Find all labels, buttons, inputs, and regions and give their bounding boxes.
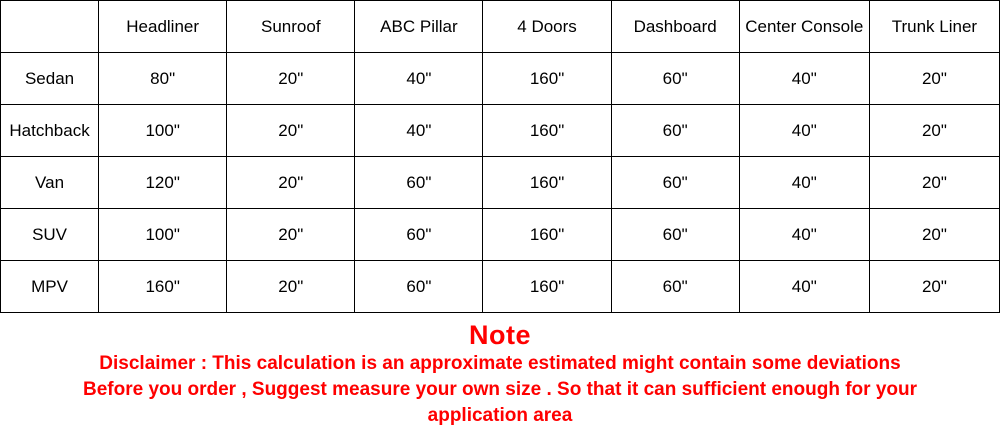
cell-mpv-trunk-liner: 20" (869, 261, 999, 313)
column-header-headliner: Headliner (99, 1, 227, 53)
cell-sedan-sunroof: 20" (227, 53, 355, 105)
table-header (1, 1, 1000, 53)
cell-mpv-4-doors: 160" (483, 261, 611, 313)
column-header-4-doors: 4 Doors (483, 1, 611, 53)
cell-hatchback-center-console: 40" (739, 105, 869, 157)
row-header-mpv: MPV (1, 261, 99, 313)
row-header-van: Van (1, 157, 99, 209)
cell-suv-4-doors: 160" (483, 209, 611, 261)
row-header-sedan: Sedan (1, 53, 99, 105)
cell-sedan-dashboard: 60" (611, 53, 739, 105)
cell-van-abc-pillar: 60" (355, 157, 483, 209)
cell-suv-center-console: 40" (739, 209, 869, 261)
column-header-abc-pillar: ABC Pillar (355, 1, 483, 53)
cell-sedan-4-doors: 160" (483, 53, 611, 105)
cell-mpv-dashboard: 60" (611, 261, 739, 313)
table-corner-cell (1, 1, 99, 53)
cell-van-center-console: 40" (739, 157, 869, 209)
cell-sedan-abc-pillar: 40" (355, 53, 483, 105)
cell-van-headliner: 120" (99, 157, 227, 209)
cell-mpv-headliner: 160" (99, 261, 227, 313)
table-row (1, 53, 1000, 105)
cell-hatchback-dashboard: 60" (611, 105, 739, 157)
cell-suv-trunk-liner: 20" (869, 209, 999, 261)
note-title: Note (469, 320, 531, 350)
cell-suv-headliner: 100" (99, 209, 227, 261)
cell-hatchback-trunk-liner: 20" (869, 105, 999, 157)
note-body (0, 351, 1000, 429)
column-header-center-console: Center Console (739, 1, 869, 53)
note-line-2: Before you order , Suggest measure your own size . So that it can sufficient enough for your (82, 379, 917, 400)
row-header-hatchback: Hatchback (1, 105, 99, 157)
cell-mpv-abc-pillar: 60" (355, 261, 483, 313)
cell-sedan-trunk-liner: 20" (869, 53, 999, 105)
cell-van-sunroof: 20" (227, 157, 355, 209)
cell-suv-sunroof: 20" (227, 209, 355, 261)
cell-hatchback-headliner: 100" (99, 105, 227, 157)
row-header-suv: SUV (1, 209, 99, 261)
cell-hatchback-4-doors: 160" (483, 105, 611, 157)
cell-hatchback-abc-pillar: 40" (355, 105, 483, 157)
note-section (0, 313, 1000, 429)
table-row (1, 105, 1000, 157)
cell-mpv-center-console: 40" (739, 261, 869, 313)
cell-sedan-center-console: 40" (739, 53, 869, 105)
cell-suv-dashboard: 60" (611, 209, 739, 261)
cell-van-trunk-liner: 20" (869, 157, 999, 209)
table-body (1, 53, 1000, 313)
column-header-trunk-liner: Trunk Liner (869, 1, 999, 53)
cell-suv-abc-pillar: 60" (355, 209, 483, 261)
note-line-3: application area (427, 405, 573, 426)
table-row (1, 261, 1000, 313)
column-header-dashboard: Dashboard (611, 1, 739, 53)
cell-van-4-doors: 160" (483, 157, 611, 209)
column-header-sunroof: Sunroof (227, 1, 355, 53)
cell-sedan-headliner: 80" (99, 53, 227, 105)
table-header-row (1, 1, 1000, 53)
note-line-1: Disclaimer : This calculation is an approximate estimated might contain some deviations (99, 353, 901, 374)
cell-hatchback-sunroof: 20" (227, 105, 355, 157)
table-row (1, 157, 1000, 209)
table-row (1, 209, 1000, 261)
cell-van-dashboard: 60" (611, 157, 739, 209)
cell-mpv-sunroof: 20" (227, 261, 355, 313)
